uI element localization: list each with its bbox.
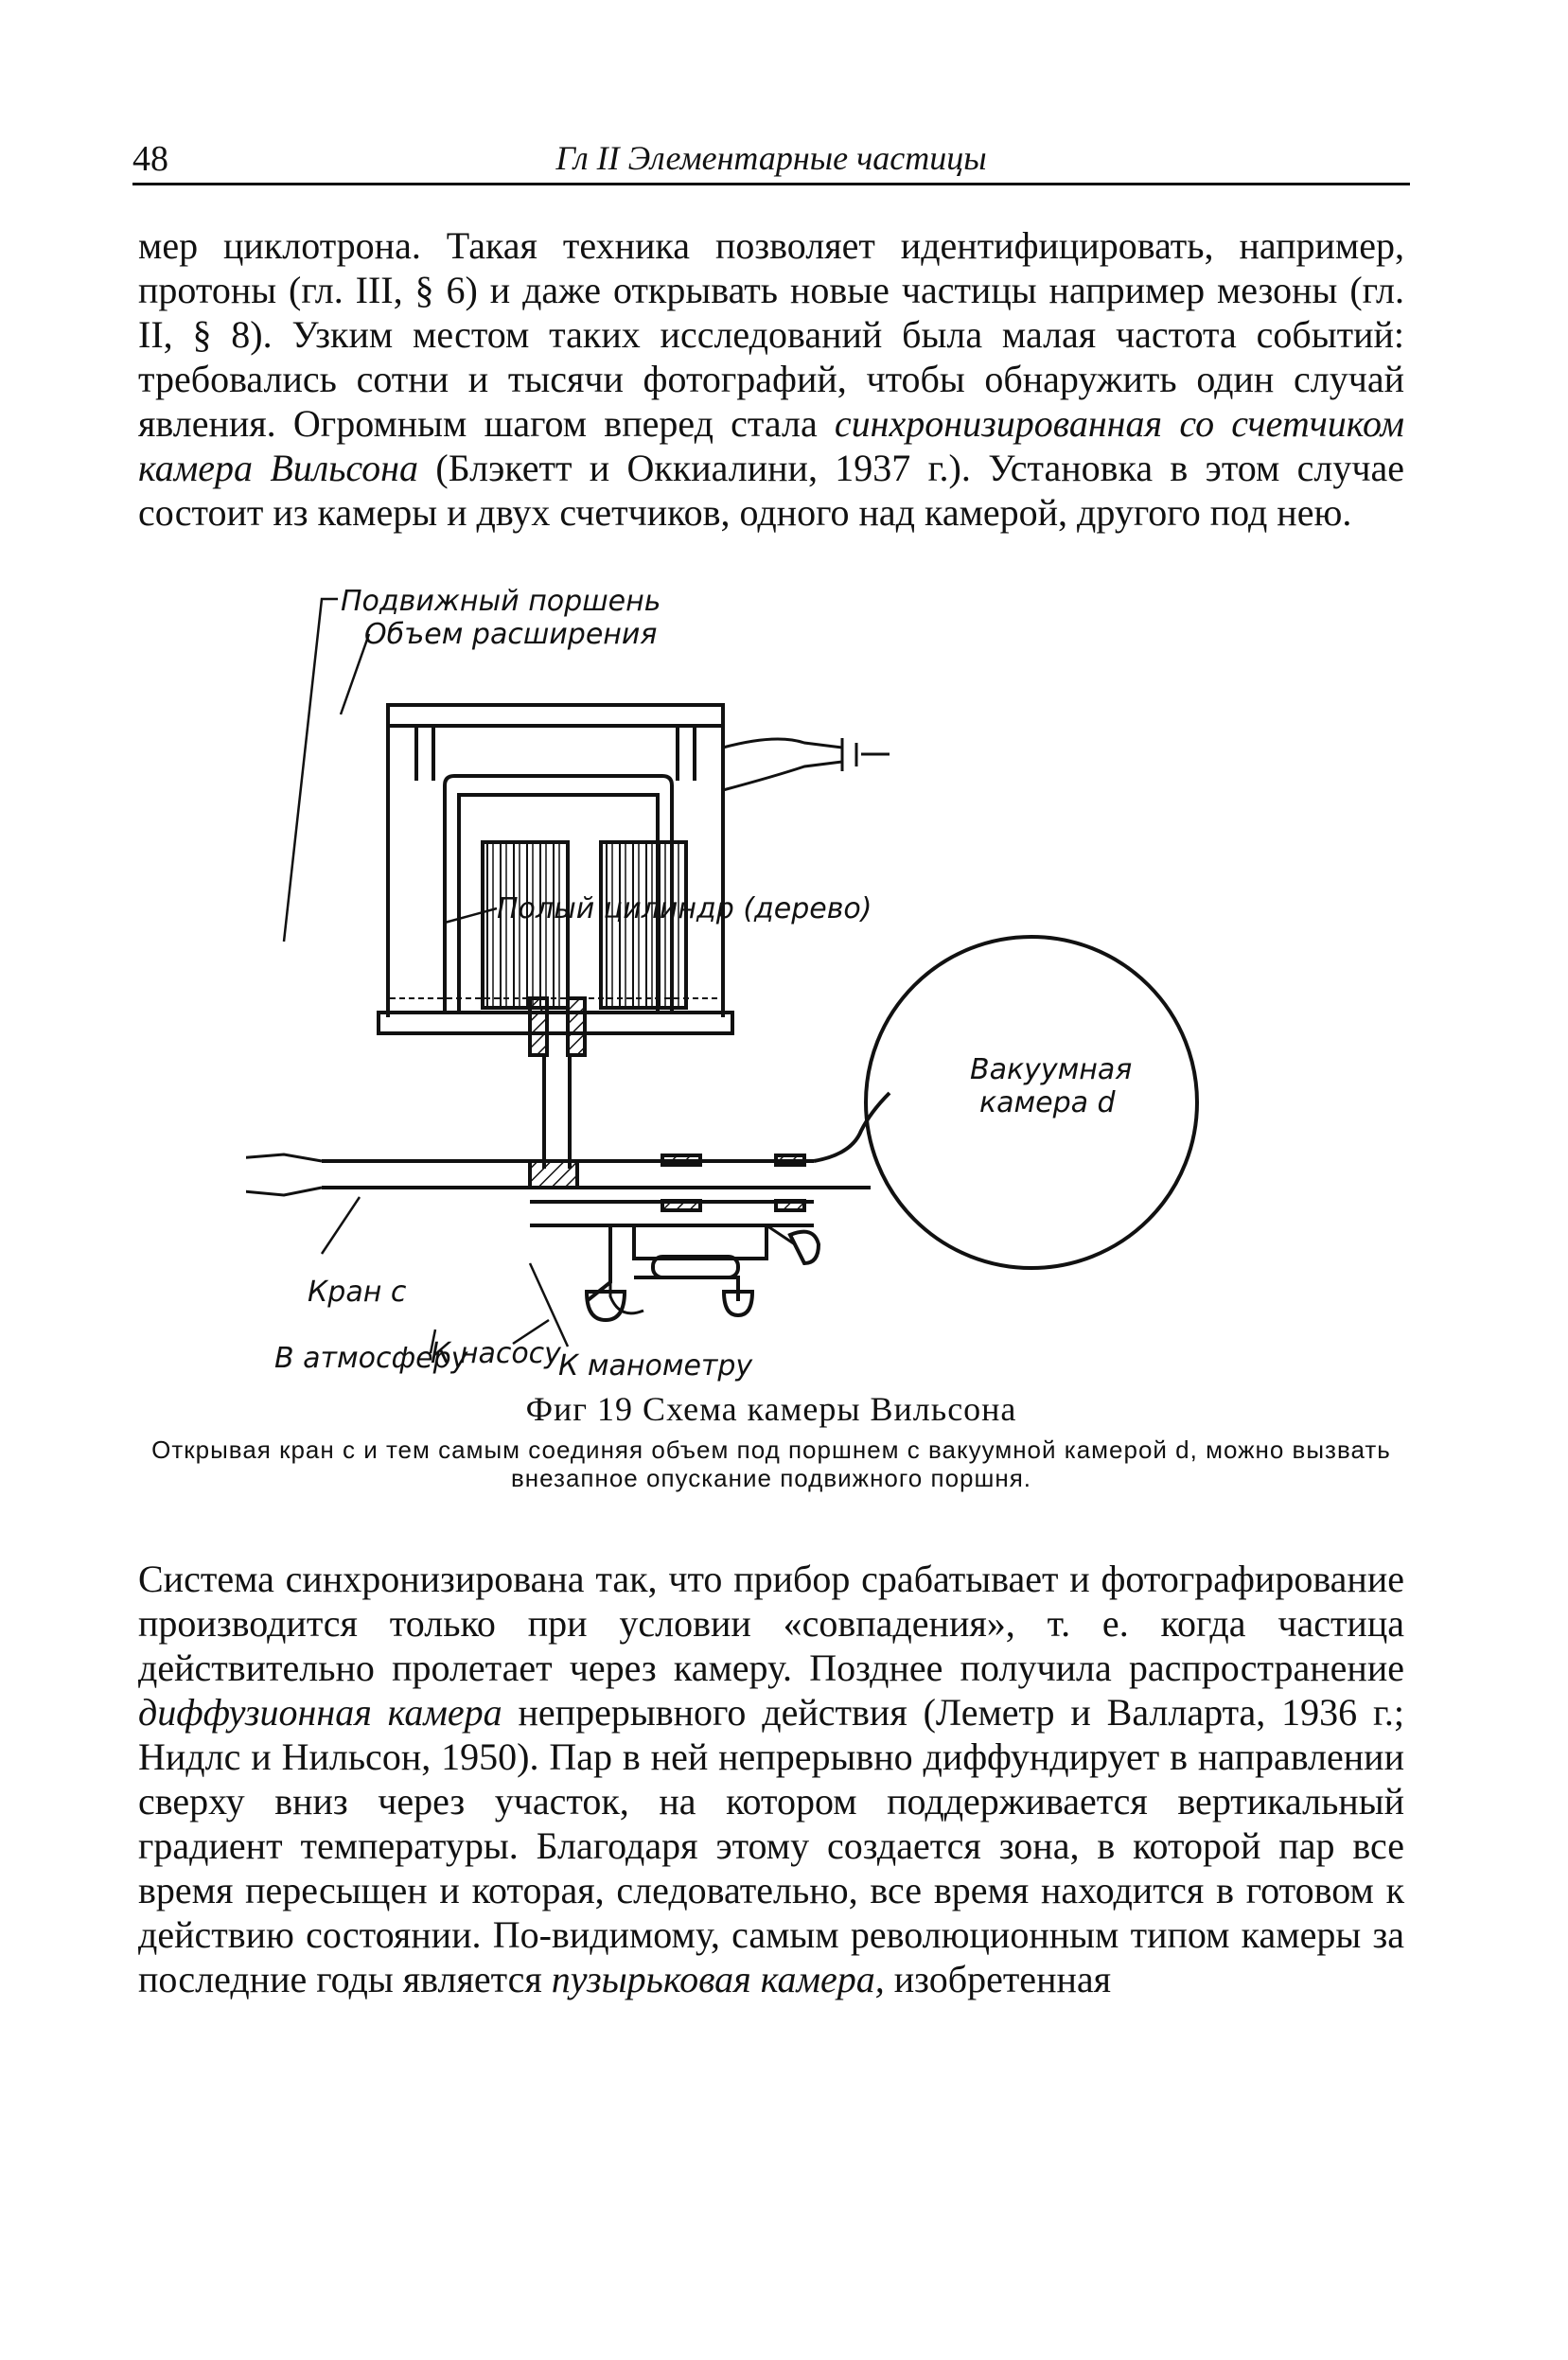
figure-wilson-chamber (246, 582, 1344, 1386)
valve-c (530, 1161, 577, 1188)
label-cylinder: Полый цилиндр (дерево) (497, 892, 872, 925)
figure-caption-title: Фиг 19 Схема камеры Вильсона (525, 1390, 1017, 1428)
top-plate (388, 705, 723, 726)
label-piston: Подвижный поршень (341, 585, 661, 618)
header-rule (132, 183, 1410, 185)
italic-term: диффузионная камера (138, 1691, 502, 1734)
label-atmosphere: В атмосферу (274, 1342, 468, 1375)
label-pump: К насосу (431, 1337, 561, 1370)
italic-term: синхронизированная со счетчиком камера Вильсона (138, 402, 1404, 489)
page-header (132, 132, 1410, 179)
label-expansion: Объем расширения (364, 618, 658, 651)
manometer-outlet (790, 1232, 819, 1263)
italic-term: пузырьковая камера, (551, 1958, 885, 2000)
label-vacuum-line2: камера d (979, 1086, 1116, 1119)
paragraph-2: Система синхронизирована так, что прибор срабатывает и фотографирование производится только при условии «совпадения», т. е. когда частица действительно пролетает через камеру. Позднее получила распространение диффузионная камера непрерывного действия (Леметр и Валларта, 1936 г.; Нидлс и Нильсон, 1950). Пар в ней непрерывно диффундирует в направлении сверху вниз через участок, на котором поддерживается вертикальный градиент температуры. Благодаря этому создается зона, в которой пар все время пересыщен и которая, следовательно, все время находится в готовом к действию состоянии. По-видимому, самым революционным типом камеры за последние годы является пузырьковая камера, изобретенная (138, 1558, 1405, 2000)
label-vacuum-line1: Вакуумная (970, 1053, 1133, 1086)
base-plate (379, 1013, 732, 1033)
figure-caption-text: Открывая кран c и тем самым соединяя объем под поршнем с вакуумной камерой d, можно вызвать внезапное опускание подвижного поршня. (151, 1435, 1391, 1492)
paragraph-1: мер циклотрона. Такая техника позволяет идентифицировать, например, протоны (гл. III, § 6) и даже открывать новые частицы например мезоны (гл. II, § 8). Узким местом таких исследований была малая частота событий: требовались сотни и тысячи фотографий, чтобы обнаружить один случай явления. Огромным шагом вперед стала синхронизированная со счетчиком камера Вильсона (Блэкетт и Оккиалини, 1937 г.). Установка в этом случае состоит из камеры и двух счетчиков, одного над камерой, другого под нею. (138, 224, 1404, 534)
running-head: Гл II Элементарные частицы (555, 139, 987, 177)
label-valve: Кран c (308, 1276, 407, 1309)
label-manometer: К манометру (558, 1349, 753, 1383)
page-number: 48 (132, 139, 168, 179)
